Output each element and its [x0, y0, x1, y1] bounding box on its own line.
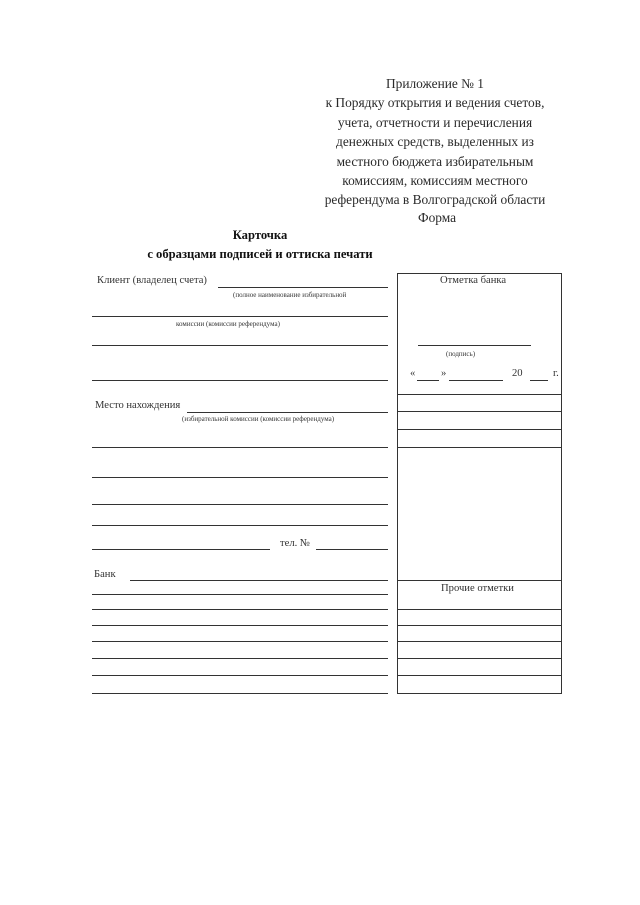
box-row-line — [397, 675, 562, 676]
bank-line-5[interactable] — [92, 641, 388, 642]
box-bottom-border — [397, 693, 562, 694]
bank-line-7[interactable] — [92, 675, 388, 676]
appendix-line: учета, отчетности и перечисления — [337, 114, 533, 130]
bank-mark-label: Отметка банка — [440, 275, 507, 286]
bank-line-3[interactable] — [92, 609, 388, 610]
bank-line-4[interactable] — [92, 625, 388, 626]
bank-label: Банк — [94, 569, 116, 580]
client-name-line-2[interactable] — [92, 316, 388, 317]
box-row-line — [397, 625, 562, 626]
appendix-line: местного бюджета избирательным — [336, 153, 534, 169]
appendix-line: Приложение № 1 — [385, 76, 485, 91]
card-title: Карточка — [232, 228, 288, 242]
client-name-line[interactable] — [218, 287, 388, 288]
date-month-line[interactable] — [449, 380, 503, 381]
bank-signature-line[interactable] — [418, 345, 531, 346]
box-row-line — [397, 609, 562, 610]
appendix-line: референдума в Волгоградской области — [324, 192, 546, 208]
location-line-3[interactable] — [92, 477, 388, 478]
appendix-line: к Порядку открытия и ведения счетов, — [325, 95, 545, 111]
bank-line[interactable] — [130, 580, 388, 581]
location-line-4[interactable] — [92, 504, 388, 505]
form-label: Форма — [418, 210, 457, 225]
date-day-line[interactable] — [417, 380, 439, 381]
appendix-header — [300, 74, 570, 210]
box-row-line — [397, 641, 562, 642]
box-top-border — [397, 273, 562, 274]
box-row-line — [397, 394, 562, 395]
location-line-6[interactable] — [92, 549, 270, 550]
card-subtitle: с образцами подписей и оттиска печати — [147, 247, 373, 261]
client-name-line-4[interactable] — [92, 380, 388, 381]
client-hint-1: (полное наименование избирательной — [233, 291, 347, 299]
location-line-2[interactable] — [92, 447, 388, 448]
box-row-line — [397, 447, 562, 448]
client-hint-2: комиссии (комиссии референдума) — [176, 320, 280, 328]
box-left-border — [397, 273, 398, 694]
signature-hint: (подпись) — [446, 350, 476, 358]
year-suffix: г. — [553, 368, 559, 379]
date-open-quote: « — [410, 368, 416, 379]
client-name-line-3[interactable] — [92, 345, 388, 346]
appendix-line: денежных средств, выделенных из — [336, 134, 534, 150]
year-prefix: 20 — [512, 368, 523, 379]
client-label: Клиент (владелец счета) — [97, 275, 207, 286]
location-label: Место нахождения — [95, 400, 181, 411]
location-hint: (избирательной комиссии (комиссии референдума) — [182, 415, 335, 423]
box-row-line — [397, 658, 562, 659]
location-line-5[interactable] — [92, 525, 388, 526]
date-year-line[interactable] — [530, 380, 548, 381]
phone-label: тел. № — [280, 538, 311, 549]
date-close-quote: » — [441, 368, 447, 379]
box-row-line — [397, 411, 562, 412]
appendix-line: комиссиям, комиссиям местного — [342, 173, 528, 189]
other-marks-label: Прочие отметки — [441, 583, 514, 594]
box-row-line — [397, 580, 562, 581]
box-right-border — [561, 273, 562, 694]
box-row-line — [397, 429, 562, 430]
phone-line[interactable] — [316, 549, 388, 550]
bank-line-6[interactable] — [92, 658, 388, 659]
bank-line-2[interactable] — [92, 594, 388, 595]
bank-line-8[interactable] — [92, 693, 388, 694]
location-line[interactable] — [187, 412, 388, 413]
